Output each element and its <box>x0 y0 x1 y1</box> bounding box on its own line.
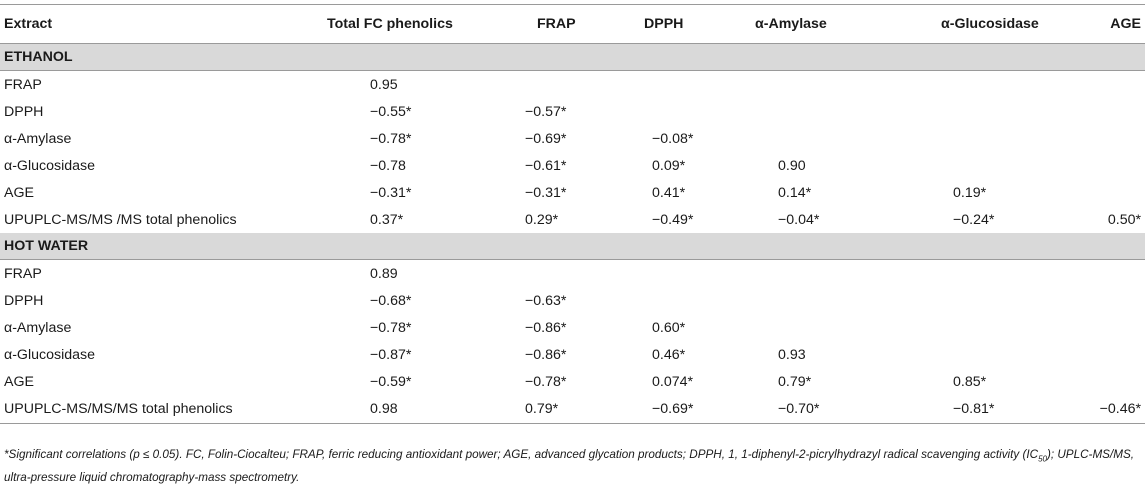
table-cell <box>745 71 905 99</box>
table-cell <box>625 98 745 125</box>
table-cell <box>1090 260 1145 288</box>
section-title: ETHANOL <box>0 44 1145 71</box>
table-cell: 0.46* <box>652 346 686 363</box>
table-cell: −0.86* <box>525 319 567 336</box>
table-cell: −0.69* <box>525 130 567 147</box>
table-cell: 0.50* <box>1107 211 1141 228</box>
footnote-text-end: ); UPLC-MS/MS, ultra-pressure liquid chromatography-mass spectrometry. <box>4 448 1134 485</box>
table-row <box>0 287 1145 314</box>
table-row <box>0 260 1145 288</box>
table-cell: −0.86* <box>525 346 567 363</box>
table-cell: −0.78* <box>525 373 567 390</box>
header-frap: FRAP <box>480 5 625 44</box>
table-cell: −0.46* <box>1090 395 1145 424</box>
table-cell: −0.69* <box>625 395 745 424</box>
table-cell: −0.24* <box>953 211 995 228</box>
row-label: DPPH <box>4 292 44 309</box>
table-cell: −0.68* <box>370 292 412 309</box>
table-cell: −0.31* <box>370 184 412 201</box>
header-row <box>0 5 1145 44</box>
table-row <box>0 152 1145 179</box>
table-cell: −0.31* <box>525 184 567 201</box>
table-cell: 0.37* <box>370 211 404 228</box>
table-row <box>0 179 1145 206</box>
table-cell: −0.61* <box>525 157 567 174</box>
table-cell <box>905 98 1090 125</box>
row-label: UPUPLC-MS/MS /MS total phenolics <box>4 211 237 228</box>
table-cell: 0.93 <box>778 346 806 363</box>
table-cell <box>905 260 1090 288</box>
table-cell <box>480 71 625 99</box>
table-cell <box>1090 179 1145 206</box>
table-cell: 0.09* <box>652 157 686 174</box>
table-cell <box>1090 314 1145 341</box>
section-title: HOT WATER <box>0 233 1145 260</box>
table-cell: 0.29* <box>525 211 559 228</box>
table-cell <box>745 314 905 341</box>
table-row <box>0 368 1145 395</box>
table-cell: 0.85* <box>953 373 987 390</box>
table-row <box>0 395 1145 424</box>
table-cell <box>745 287 905 314</box>
table-cell: −0.04* <box>778 211 820 228</box>
footnote-subscript: 50 <box>1038 454 1047 464</box>
table-cell <box>745 260 905 288</box>
header-extract: Extract <box>0 5 305 44</box>
row-label: UPUPLC-MS/MS/MS total phenolics <box>0 395 305 424</box>
table-row <box>0 98 1145 125</box>
table-cell <box>625 71 745 99</box>
table-cell <box>1090 71 1145 99</box>
table-cell: −0.78* <box>370 319 412 336</box>
table-cell: −0.08* <box>652 130 694 147</box>
table-cell: 0.14* <box>778 184 812 201</box>
table-row <box>0 341 1145 368</box>
row-label: FRAP <box>4 265 42 282</box>
header-alpha-amylase: α-Amylase <box>745 5 905 44</box>
table-cell: −0.57* <box>525 103 567 120</box>
table-cell: −0.78 <box>370 157 406 174</box>
footnote-text: *Significant correlations (p ≤ 0.05). FC, Folin-Ciocalteu; FRAP, ferric reducing antioxidant power; AGE, advanced glycation products; DPPH, 1, 1-diphenyl-2-picrylhydrazyl radical scavenging activity (IC <box>4 448 1039 461</box>
row-label: DPPH <box>4 103 44 120</box>
section-row-hot-water <box>0 233 1145 260</box>
table-row <box>0 71 1145 99</box>
table-cell: 0.60* <box>652 319 686 336</box>
table-cell: −0.49* <box>652 211 694 228</box>
header-total-fc-phenolics: Total FC phenolics <box>305 5 480 44</box>
table-cell: 0.89 <box>370 265 398 282</box>
table-cell <box>1090 368 1145 395</box>
correlation-table <box>0 4 1145 424</box>
table-cell <box>905 314 1090 341</box>
row-label: α-Glucosidase <box>4 346 95 363</box>
table-cell: −0.78* <box>370 130 412 147</box>
table-cell: −0.63* <box>525 292 567 309</box>
table-cell <box>1090 152 1145 179</box>
table-cell: 0.95 <box>370 76 398 93</box>
table-cell <box>905 71 1090 99</box>
table-cell: 0.19* <box>953 184 987 201</box>
row-label: AGE <box>4 184 34 201</box>
table-row <box>0 314 1145 341</box>
table-footnote <box>4 445 1134 487</box>
table-cell <box>905 152 1090 179</box>
row-label: α-Amylase <box>4 319 72 336</box>
table-cell <box>625 260 745 288</box>
table-cell <box>905 341 1090 368</box>
table-cell <box>1090 341 1145 368</box>
row-label: α-Glucosidase <box>4 157 95 174</box>
table-cell: 0.98 <box>305 395 480 424</box>
table-cell: 0.79* <box>778 373 812 390</box>
table-cell: 0.79* <box>480 395 625 424</box>
table-cell: −0.81* <box>905 395 1090 424</box>
table-cell: −0.59* <box>370 373 412 390</box>
header-age: AGE <box>1090 5 1145 44</box>
table-cell: −0.87* <box>370 346 412 363</box>
table-cell <box>480 260 625 288</box>
table-cell <box>745 125 905 152</box>
table-row <box>0 206 1145 233</box>
header-alpha-glucosidase: α-Glucosidase <box>905 5 1090 44</box>
table-cell: 0.074* <box>652 373 694 390</box>
table-cell <box>1090 125 1145 152</box>
table-cell <box>1090 287 1145 314</box>
table-cell <box>905 287 1090 314</box>
table-cell <box>1090 98 1145 125</box>
section-row-ethanol <box>0 44 1145 71</box>
table-cell <box>745 98 905 125</box>
table-cell: −0.70* <box>745 395 905 424</box>
table-cell <box>625 287 745 314</box>
row-label: AGE <box>4 373 34 390</box>
table-cell: 0.41* <box>652 184 686 201</box>
header-dpph: DPPH <box>625 5 745 44</box>
table-cell <box>905 125 1090 152</box>
row-label: α-Amylase <box>4 130 72 147</box>
table-cell: 0.90 <box>778 157 806 174</box>
table-cell: −0.55* <box>370 103 412 120</box>
table-row <box>0 125 1145 152</box>
row-label: FRAP <box>4 76 42 93</box>
